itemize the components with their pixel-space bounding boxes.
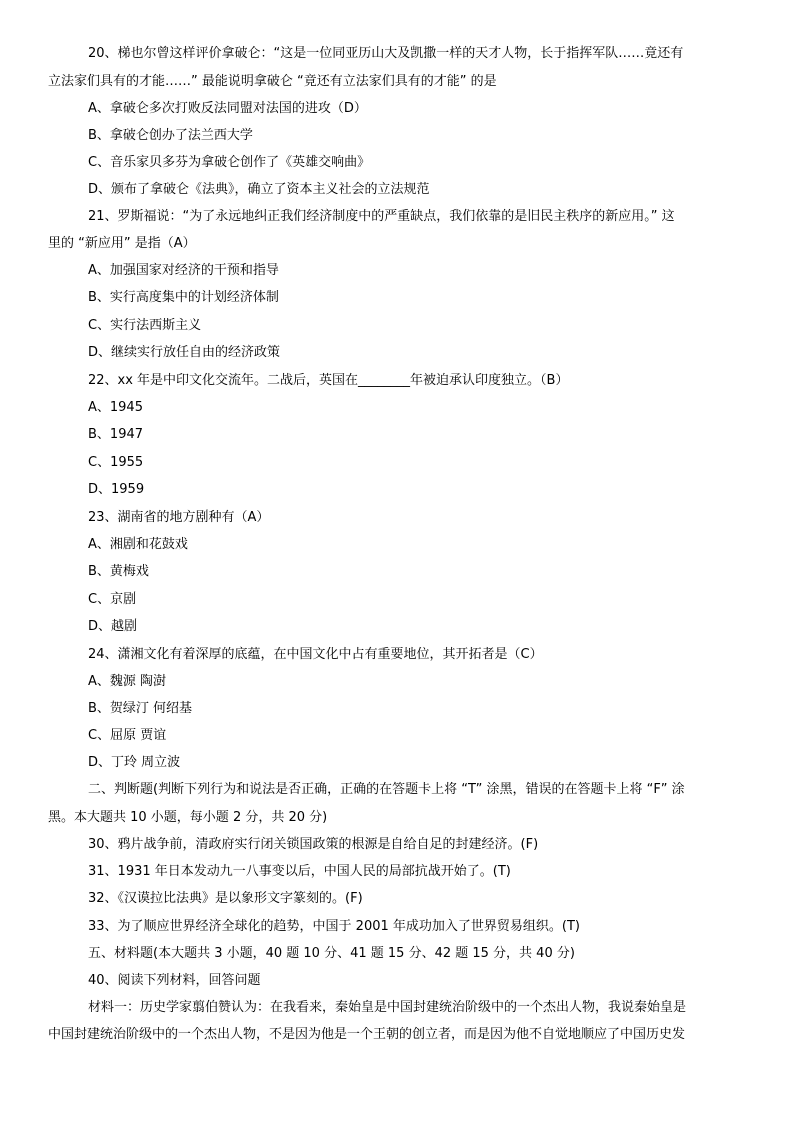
q21-stem-line-2: 里的 “新应用” 是指（A）: [48, 236, 196, 251]
q23-option-c: C、京剧: [88, 592, 137, 607]
q23-option-a: A、湘剧和花鼓戏: [88, 537, 188, 552]
q31-statement: 31、1931 年日本发动九一八事变以后，中国人民的局部抗战开始了。(T): [88, 864, 511, 879]
q21-stem-line-1: 21、罗斯福说：“为了永远地纠正我们经济制度中的严重缺点，我们依靠的是旧民主秩序的新应用。” 这: [88, 209, 675, 224]
q24-option-b: B、贺绿汀 何绍基: [88, 701, 193, 716]
q20-stem-line-1: 20、梯也尔曾这样评价拿破仑：“这是一位同亚历山大及凯撒一样的天才人物，长于指挥军队……竟还有: [88, 46, 684, 61]
judge-section-heading-line-1: 二、判断题(判断下列行为和说法是否正确，正确的在答题卡上将 “T” 涂黑，错误的在答题卡上将 “F” 涂: [88, 782, 685, 797]
q23-option-d: D、越剧: [88, 619, 138, 634]
q21-option-a: A、加强国家对经济的干预和指导: [88, 263, 279, 278]
q21-option-b: B、实行高度集中的计划经济体制: [88, 290, 279, 305]
q22-option-d: D、1959: [88, 482, 145, 497]
q24-option-a: A、魏源 陶澍: [88, 674, 167, 689]
q24-stem: 24、潇湘文化有着深厚的底蕴，在中国文化中占有重要地位，其开拓者是（C）: [88, 647, 543, 662]
q20-option-b: B、拿破仑创办了法兰西大学: [88, 128, 253, 143]
q20-option-d: D、颁布了拿破仑《法典》，确立了资本主义社会的立法规范: [88, 182, 430, 197]
material-1-line-2: 中国封建统治阶级中的一个杰出人物，不是因为他是一个王朝的创立者，而是因为他不自觉地顺应了中国历史发: [48, 1027, 686, 1042]
q20-stem-line-2: 立法家们具有的才能……” 最能说明拿破仑 “竟还有立法家们具有的才能” 的是: [48, 74, 497, 89]
judge-section-heading-line-2: 黑。本大题共 10 小题，每小题 2 分，共 20 分): [48, 810, 328, 825]
q32-statement: 32、《汉谟拉比法典》是以象形文字篆刻的。(F): [88, 891, 363, 906]
q24-option-d: D、丁玲 周立波: [88, 755, 181, 770]
q24-option-c: C、屈原 贾谊: [88, 728, 167, 743]
q22-option-c: C、1955: [88, 455, 144, 470]
q21-option-d: D、继续实行放任自由的经济政策: [88, 345, 281, 360]
q33-statement: 33、为了顺应世界经济全球化的趋势，中国于 2001 年成功加入了世界贸易组织。(T): [88, 919, 580, 934]
q22-option-b: B、1947: [88, 427, 144, 442]
q40-instruction: 40、阅读下列材料，回答问题: [88, 973, 261, 988]
q22-stem: 22、xx 年是中印文化交流年。二战后，英国在________年被迫承认印度独立。（B）: [88, 373, 569, 388]
q23-option-b: B、黄梅戏: [88, 564, 149, 579]
q20-option-c: C、音乐家贝多芬为拿破仑创作了《英雄交响曲》: [88, 155, 371, 170]
material-1-line-1: 材料一：历史学家翦伯赞认为：在我看来，秦始皇是中国封建统治阶级中的一个杰出人物，我说秦始皇是: [88, 1000, 687, 1015]
q22-option-a: A、1945: [88, 400, 143, 415]
q30-statement: 30、鸦片战争前，清政府实行闭关锁国政策的根源是自给自足的封建经济。(F): [88, 837, 539, 852]
material-section-heading: 五、材料题(本大题共 3 小题，40 题 10 分、41 题 15 分、42 题 15 分，共 40 分): [88, 946, 575, 961]
q20-option-a: A、拿破仑多次打败反法同盟对法国的进攻（D）: [88, 101, 367, 116]
q21-option-c: C、实行法西斯主义: [88, 318, 202, 333]
q23-stem: 23、湖南省的地方剧种有（A）: [88, 510, 270, 525]
